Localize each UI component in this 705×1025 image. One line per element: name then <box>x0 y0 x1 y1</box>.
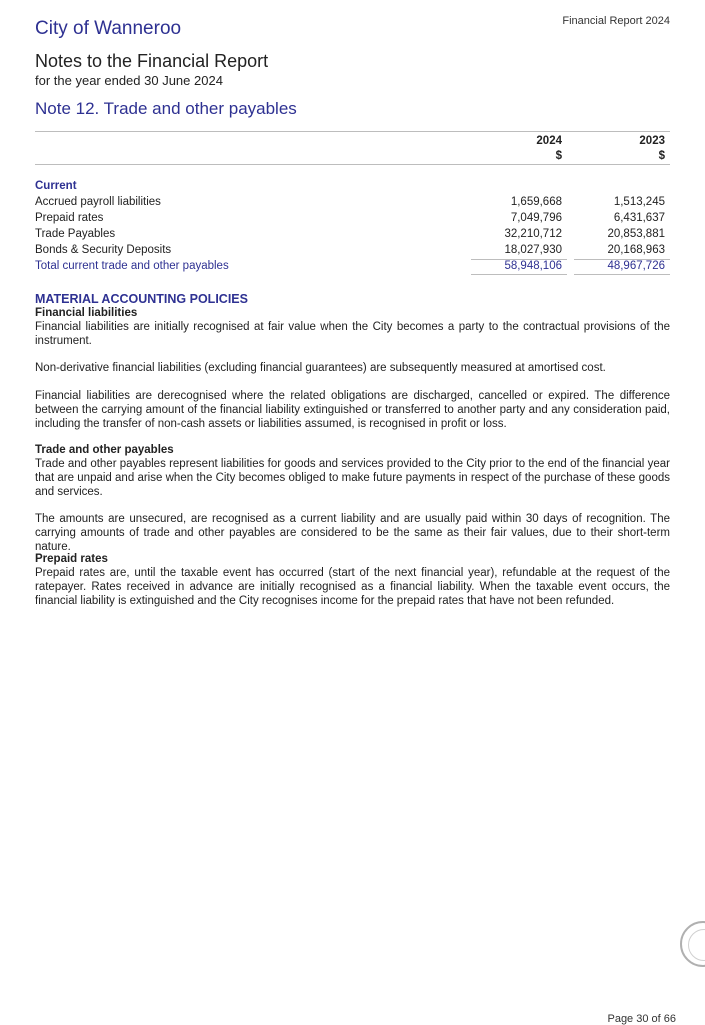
row-value-2023: 20,853,881 <box>607 228 665 240</box>
column-year-2023: 2023 <box>639 135 665 147</box>
seal-emblem-icon <box>680 921 705 967</box>
period-subtitle: for the year ended 30 June 2024 <box>35 73 223 88</box>
row-value-2023: 1,513,245 <box>613 196 665 208</box>
table-row <box>35 228 670 244</box>
trade-payables-heading: Trade and other payables <box>35 444 174 456</box>
prepaid-rates-paragraph: Prepaid rates are, until the taxable event has occurred (start of the next financial year), refundable at the request of the ratepayer. Rates received in advance are initially recognised as a financial liability. When the taxable event occurs, the financial liability is extinguished and the City recognises income for the prepaid rates that have not been refunded. <box>35 567 670 607</box>
prepaid-rates-heading: Prepaid rates <box>35 553 108 565</box>
row-value-2024: 18,027,930 <box>504 244 562 256</box>
trade-payables-paragraph-2: The amounts are unsecured, are recognised as a current liability and are usually paid within 30 days of recognition. The carrying amounts of trade and other payables are considered to be the same as their fair values, due to their short-term nature. <box>35 513 670 553</box>
report-label: Financial Report 2024 <box>562 15 670 27</box>
page-number: Page 30 of 66 <box>607 1013 676 1025</box>
table-top-rule <box>35 131 670 132</box>
row-label: Trade Payables <box>35 228 116 240</box>
total-value-2024: 58,948,106 <box>504 260 562 272</box>
column-unit-2024: $ <box>555 150 562 162</box>
row-label: Prepaid rates <box>35 212 104 224</box>
financial-liabilities-paragraph-3: Financial liabilities are derecognised where the related obligations are discharged, cancelled or expired. The difference between the carrying amount of the financial liability extinguished or transferred to another party and any consideration paid, including the transfer of non-cash assets or liabilities assumed, is recognised in profit or loss. <box>35 390 670 430</box>
financial-liabilities-heading: Financial liabilities <box>35 307 138 319</box>
table-row <box>35 244 670 260</box>
table-row <box>35 196 670 212</box>
financial-liabilities-paragraph-1: Financial liabilities are initially recognised at fair value when the City becomes a party to the contractual provisions of the instrument. <box>35 321 670 347</box>
trade-payables-paragraph-1: Trade and other payables represent liabilities for goods and services provided to the City prior to the end of the financial year that are unpaid and arise when the City becomes obliged to make future payments in respect of the purchase of these goods and services. <box>35 458 670 498</box>
row-value-2024: 32,210,712 <box>504 228 562 240</box>
policies-heading: MATERIAL ACCOUNTING POLICIES <box>35 292 248 306</box>
table-header-rule <box>35 164 670 165</box>
financial-liabilities-paragraph-2: Non-derivative financial liabilities (excluding financial guarantees) are subsequently measured at amortised cost. <box>35 362 606 374</box>
note-title: Note 12. Trade and other payables <box>35 99 297 118</box>
organisation-name: City of Wanneroo <box>35 18 182 39</box>
section-current: Current <box>35 180 77 192</box>
column-year-2024: 2024 <box>536 135 562 147</box>
total-label: Total current trade and other payables <box>35 260 229 272</box>
column-unit-2023: $ <box>658 150 665 162</box>
table-row <box>35 212 670 228</box>
row-value-2023: 6,431,637 <box>613 212 665 224</box>
notes-title: Notes to the Financial Report <box>35 51 269 71</box>
row-value-2024: 7,049,796 <box>510 212 562 224</box>
row-label: Accrued payroll liabilities <box>35 196 161 208</box>
row-value-2023: 20,168,963 <box>607 244 665 256</box>
total-value-2023: 48,967,726 <box>607 260 665 272</box>
row-label: Bonds & Security Deposits <box>35 244 172 256</box>
row-value-2024: 1,659,668 <box>510 196 562 208</box>
table-total-row <box>35 260 670 276</box>
